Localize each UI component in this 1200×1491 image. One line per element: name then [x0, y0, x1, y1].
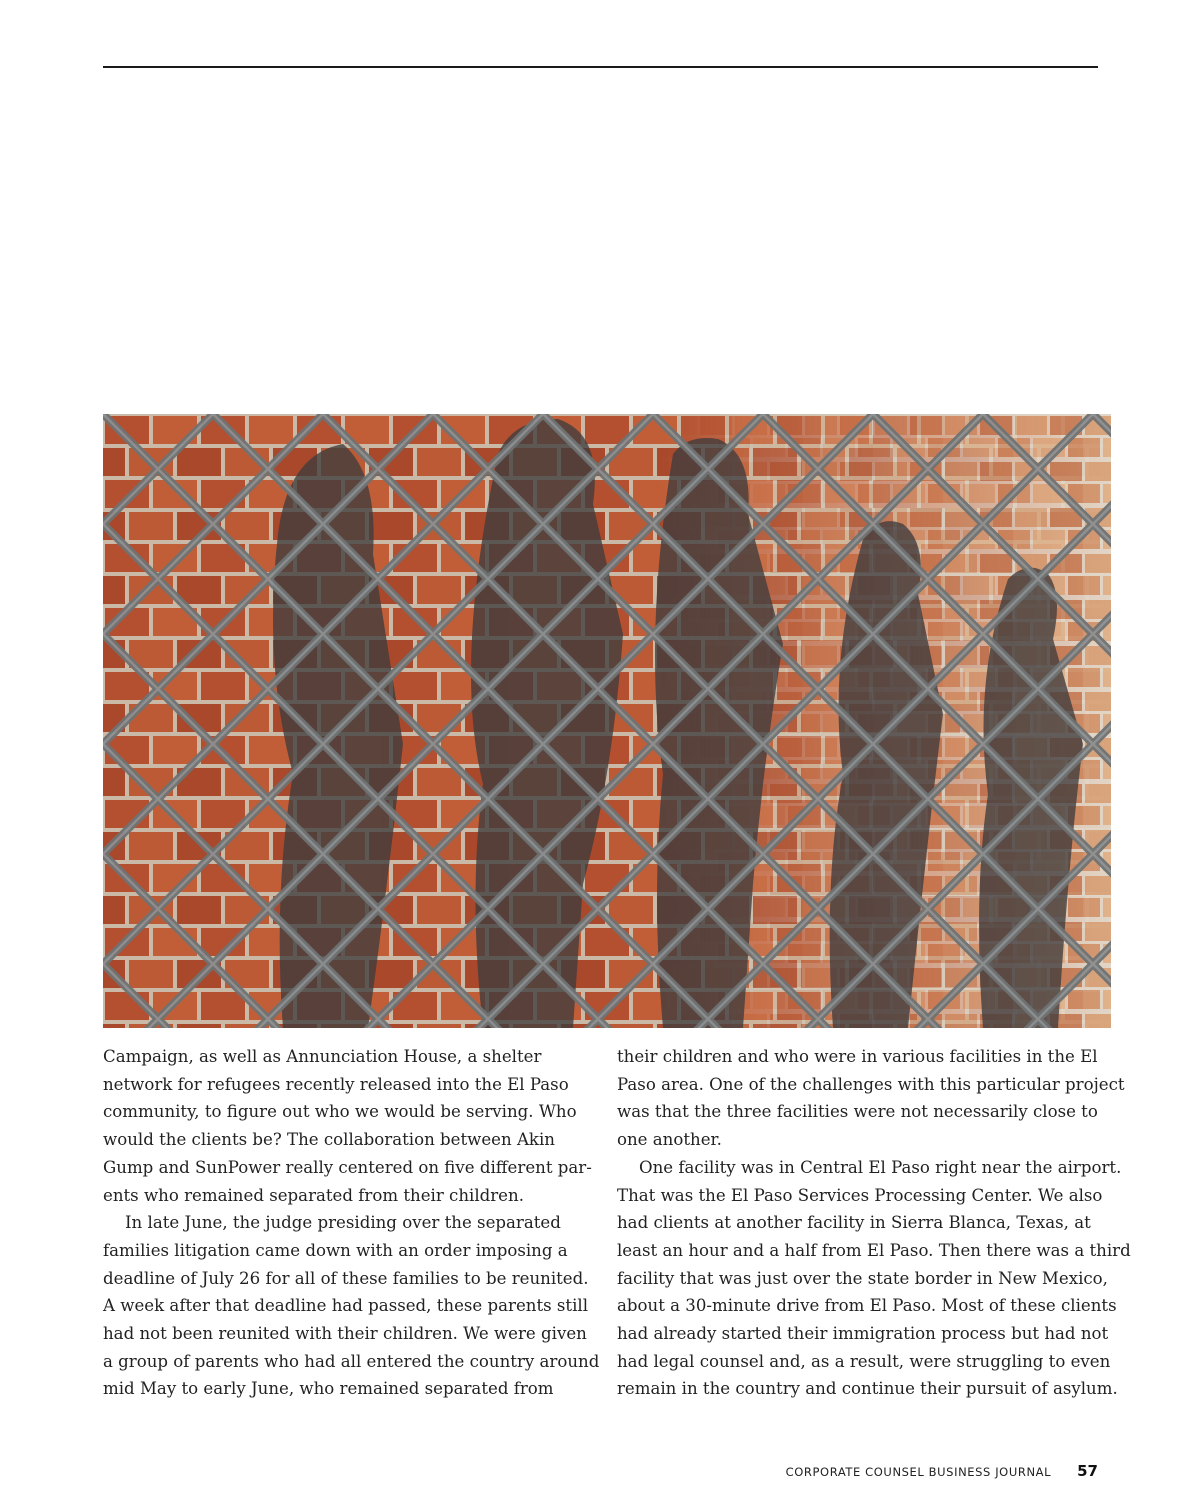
left-text-column [103, 1043, 600, 1403]
text-line: their children and who were in various facilities in the El [617, 1047, 1098, 1066]
text-line: community, to figure out who we would be serving. Who [103, 1102, 577, 1122]
text-line: was that the three facilities were not necessarily close to [617, 1102, 1098, 1122]
text-line: ents who remained separated from their children. [103, 1185, 524, 1205]
text-line: least an hour and a half from El Paso. Then there was a third [617, 1240, 1131, 1260]
right-text-column [617, 1043, 1131, 1403]
text-line: facility that was just over the state border in New Mexico, [617, 1268, 1108, 1288]
text-line: network for refugees recently released into the El Paso [103, 1074, 569, 1094]
page-number: 57 [1077, 1462, 1098, 1480]
text-line: would the clients be? The collaboration between Akin [103, 1130, 555, 1150]
text-line: a group of parents who had all entered the country around [103, 1351, 600, 1371]
text-line: had not been reunited with their children. We were given [103, 1324, 587, 1344]
text-line: One facility was in Central El Paso right near the airport. [639, 1157, 1122, 1177]
text-line: had already started their immigration process but had not [617, 1324, 1109, 1344]
text-line: one another. [617, 1130, 722, 1150]
text-line: had clients at another facility in Sierra Blanca, Texas, at [617, 1213, 1091, 1233]
text-line: A week after that deadline had passed, these parents still [103, 1296, 589, 1316]
page-footer [786, 1462, 1098, 1480]
text-line: mid May to early June, who remained separated from [103, 1379, 554, 1399]
text-line: about a 30-minute drive from El Paso. Most of these clients [617, 1296, 1117, 1316]
text-line: That was the El Paso Services Processing Center. We also [617, 1185, 1103, 1205]
fence-shadow-photo-icon [103, 414, 1111, 1028]
text-line: families litigation came down with an order imposing a [103, 1240, 568, 1260]
text-line: Gump and SunPower really centered on five different par- [103, 1157, 592, 1177]
text-line: Paso area. One of the challenges with this particular project [617, 1074, 1125, 1094]
text-line: Campaign, as well as Annunciation House, a shelter [103, 1047, 542, 1066]
text-line: In late June, the judge presiding over the separated [125, 1213, 561, 1233]
feature-photo [103, 414, 1111, 1028]
text-line: remain in the country and continue their pursuit of asylum. [617, 1379, 1118, 1399]
top-rule [103, 66, 1098, 68]
text-line: had legal counsel and, as a result, were struggling to even [617, 1351, 1111, 1371]
journal-name: CORPORATE COUNSEL BUSINESS JOURNAL [785, 1465, 1052, 1479]
text-line: deadline of July 26 for all of these families to be reunited. [103, 1268, 589, 1288]
